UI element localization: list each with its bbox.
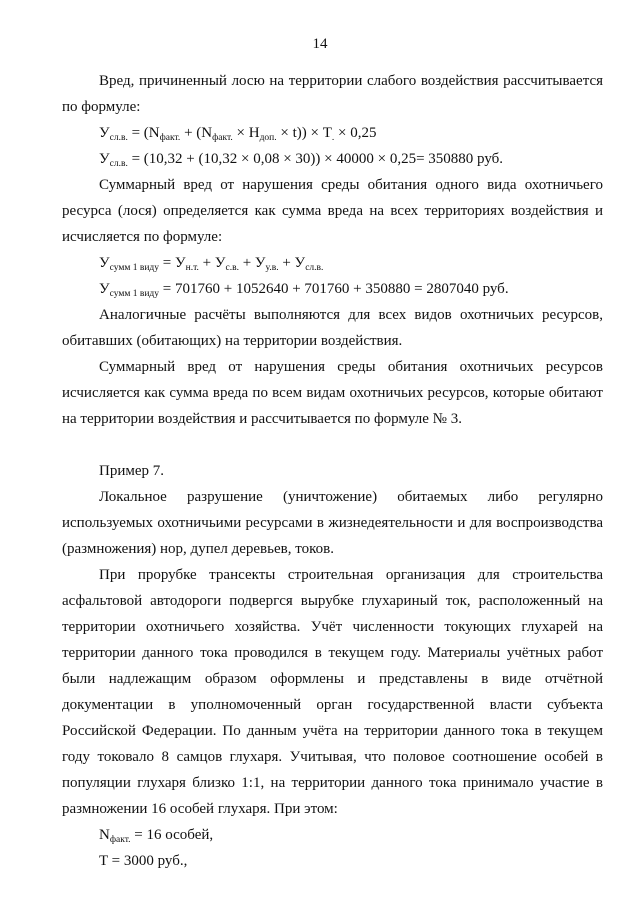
example-heading: Пример 7. — [99, 463, 165, 479]
document-body — [62, 68, 603, 874]
formula-total-one-species-calculation: $У_{сумм 1 виду} = 701760 + 1052640 + 701760 + 350880 = 2807040$ руб. — [99, 281, 509, 299]
paragraph-damage-weak-zone: Вред, причиненный лосю на территории слабого воздействия рассчитывается по формуле: — [62, 73, 603, 115]
paragraph-similar-calculations: Аналогичные расчёты выполняются для всех видов охотничьих ресурсов, обитавших (обитающих) на территории воздействия. — [62, 307, 603, 349]
page-number: 14 — [312, 36, 328, 52]
formula-weak-zone-calculation: $У_{сл.в.} = (10,32 + (10,32 \times 0,08 \times 30)) \times 40000 \times 0,25= 350880$ руб. — [99, 151, 504, 169]
formula-weak-zone-general: $У_{сл.в.} = (N_{факт.} + (N_{факт.} \times H_{доп.} \times t)) \times T_. \times 0,25$ — [99, 125, 377, 143]
paragraph-total-damage-one-species: Суммарный вред от нарушения среды обитания одного вида охотничьего ресурса (лося) определяется как сумма вреда на всех территориях воздействия и исчисляется по формуле: — [62, 177, 603, 245]
paragraph-example-subject: Локальное разрушение (уничтожение) обитаемых либо регулярно используемых охотничьими ресурсами в жизнедеятельности и для воспроизводства (размножения) нор, дупел деревьев, токов. — [62, 489, 603, 557]
paragraph-example-description: При прорубке трансекты строительная организация для строительства асфальтовой автодороги подвергся вырубке глухариный ток, расположенный на территории охотничьего хозяйства. Учёт численности токующих глухарей на территории данного тока проводился в текущем году. Материалы учётных работ были надлежащим образом оформлены и представлены в виде отчётной документации в уполномоченный орган государственной власти субъекта Российской Федерации. По данным учёта на территории данного тока в текущем году токовало 8 самцов глухаря. Учитывая, что половое соотношение особей в популяции глухаря близко 1:1, на территории данного тока принимало участие в размножении 16 особей глухаря. При этом: — [62, 567, 603, 817]
blank-line — [62, 432, 603, 458]
formula-n-fact-value: $N_{факт.} = 16$ особей, — [99, 827, 214, 845]
paragraph-total-damage-all-species: Суммарный вред от нарушения среды обитания охотничьих ресурсов исчисляется как сумма вреда по всем видам охотничьих ресурсов, которые обитают на территории воздействия и рассчитывается по формуле № 3. — [62, 359, 603, 427]
formula-t-value: T = 3000 руб., — [99, 853, 188, 869]
formula-total-one-species-general: $У_{сумм 1 виду} = У_{н.т.} + У_{с.в.} + У_{у.в.} + У_{сл.в.}$ — [99, 255, 324, 273]
